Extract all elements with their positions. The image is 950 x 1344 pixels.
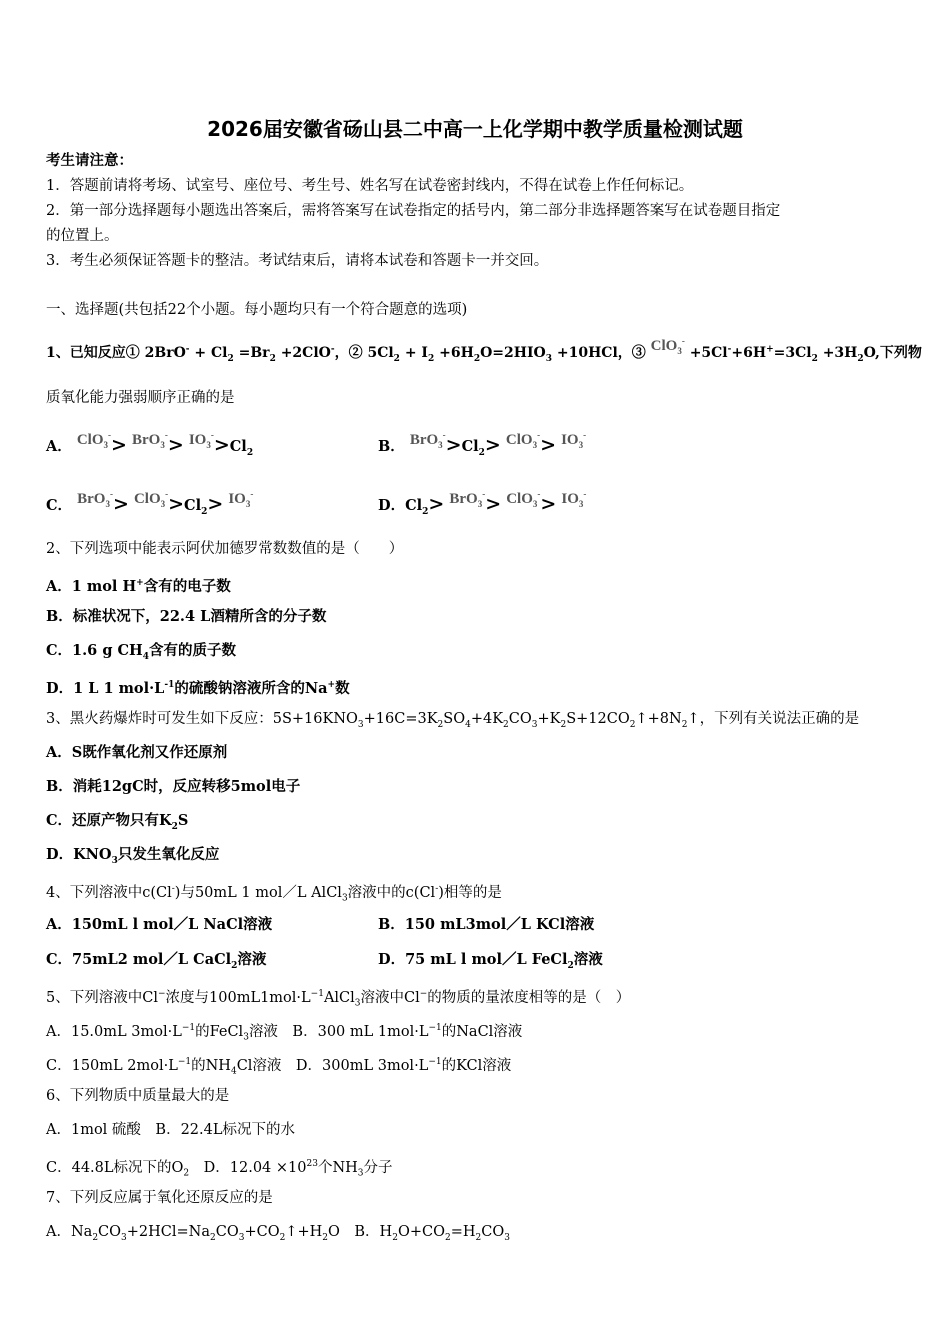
q7-option-ab: A．$Na_2CO_3+2HCl=Na_2CO_3+CO_2↑+H_2O$ B．$H_2O+CO_2=H_2CO_3$ <box>46 1224 510 1243</box>
q2-option-a: A．1 mol H+含有的电子数 <box>46 577 231 595</box>
q1-stem: 1、已知反应① $2BrO^- + Cl_2 =Br_2 +2ClO^-$，② $5Cl_2 + I_2 +6H_2O=2HIO_3 +10HCl$，③ $ClO_3^- +5Cl^-+6H^+=3Cl_2 +3H_2O$,下列物 <box>46 336 922 364</box>
q6-option-ab: A．1mol 硫酸 B．22.4L标况下的水 <box>46 1122 295 1138</box>
q4-option-b: B．150 mL3mol／L KCl溶液 <box>378 916 595 933</box>
q1-stem-cont: 质氧化能力强弱顺序正确的是 <box>46 390 235 406</box>
q6-option-cd: C．44.8L标况下的$O_2$ D．$12.04 \times 10^{23}$个$NH_3$分子 <box>46 1159 393 1179</box>
q4-stem: 4、下列溶液中c(Cl-)与50mL 1 mol／L AlCl$_3$溶液中的c(Cl-)相等的是 <box>46 884 502 904</box>
q3-option-c: C．还原产物只有$K_2S$ <box>46 812 189 832</box>
q1-option-b: B． $BrO_3^->Cl_2> ClO_3^-> IO_3^-$ <box>378 430 587 458</box>
q1-option-c: C． $BrO_3^-> ClO_3^->Cl_2> IO_3^-$ <box>46 489 254 517</box>
q5-option-cd: C．150mL $2mol\cdot L^{-1}$的$NH_4Cl$溶液 D．300mL $3mol\cdot L^{-1}$的KCl溶液 <box>46 1057 512 1077</box>
notice-item-2: 2．第一部分选择题每小题选出答案后，需将答案写在试卷指定的括号内，第二部分非选择题答案写在试卷题目指定 <box>46 203 781 219</box>
q2-stem: 2、下列选项中能表示阿伏加德罗常数数值的是（ ） <box>46 541 404 557</box>
q2-option-b: B．标准状况下，22.4 L酒精所含的分子数 <box>46 608 327 625</box>
q6-stem: 6、下列物质中质量最大的是 <box>46 1088 230 1104</box>
q4-option-a: A．150mL l mol／L NaCl溶液 <box>46 916 273 933</box>
section-heading: 一、选择题(共包括22个小题。每小题均只有一个符合题意的选项) <box>46 302 468 318</box>
clo3-ion: ClO$_3$- <box>650 336 685 356</box>
notice-item-1: 1．答题前请将考场、试室号、座位号、考生号、姓名写在试卷密封线内，不得在试卷上作任何标记。 <box>46 178 694 194</box>
q5-option-ab: A．15.0mL $3mol\cdot L^{-1}$的FeCl$_3$溶液 B．300 mL $1mol\cdot L^{-1}$的NaCl溶液 <box>46 1023 523 1043</box>
q3-option-d: D．$KNO_3$只发生氧化反应 <box>46 846 220 866</box>
q3-option-a: A．S既作氧化剂又作还原剂 <box>46 744 228 761</box>
notice-item-2-cont: 的位置上。 <box>46 228 119 244</box>
q3-option-b: B．消耗12gC时，反应转移5mol电子 <box>46 778 301 795</box>
q4-option-c: C．75mL2 mol／L CaCl$_2$溶液 <box>46 951 267 971</box>
notice-item-3: 3．考生必须保证答题卡的整洁。考试结束后，请将本试卷和答题卡一并交回。 <box>46 253 549 269</box>
q2-option-d: D．1 L 1 $mol\cdot L^{-1}$的硫酸钠溶液所含的Na+数 <box>46 679 350 697</box>
q5-stem: 5、下列溶液中Cl−浓度与$100mL1mol\cdot L^{-1}AlCl_3$溶液中Cl−的物质的量浓度相等的是（ ） <box>46 989 631 1009</box>
notice-heading: 考生请注意： <box>46 152 133 169</box>
q7-stem: 7、下列反应属于氧化还原反应的是 <box>46 1190 273 1206</box>
page-title: 2026届安徽省砀山县二中高一上化学期中教学质量检测试题 <box>207 117 743 141</box>
q2-option-c: C．1.6 g $CH_4$含有的质子数 <box>46 642 237 662</box>
q4-option-d: D．75 mL l mol／L FeCl$_2$溶液 <box>378 951 603 971</box>
q3-stem: 3、黑火药爆炸时可发生如下反应：$5S+16KNO_3+16C=3K_2SO_4+4K_2CO_3+K_2S+12CO_2↑+8N_2↑$，下列有关说法正确的是 <box>46 711 860 730</box>
q1-option-d: D．$Cl_2> BrO_3^-> ClO_3^-> IO_3^-$ <box>378 489 587 517</box>
q1-option-a: A． $ClO_3^-> BrO_3^-> IO_3^->Cl_2$ <box>46 430 254 458</box>
